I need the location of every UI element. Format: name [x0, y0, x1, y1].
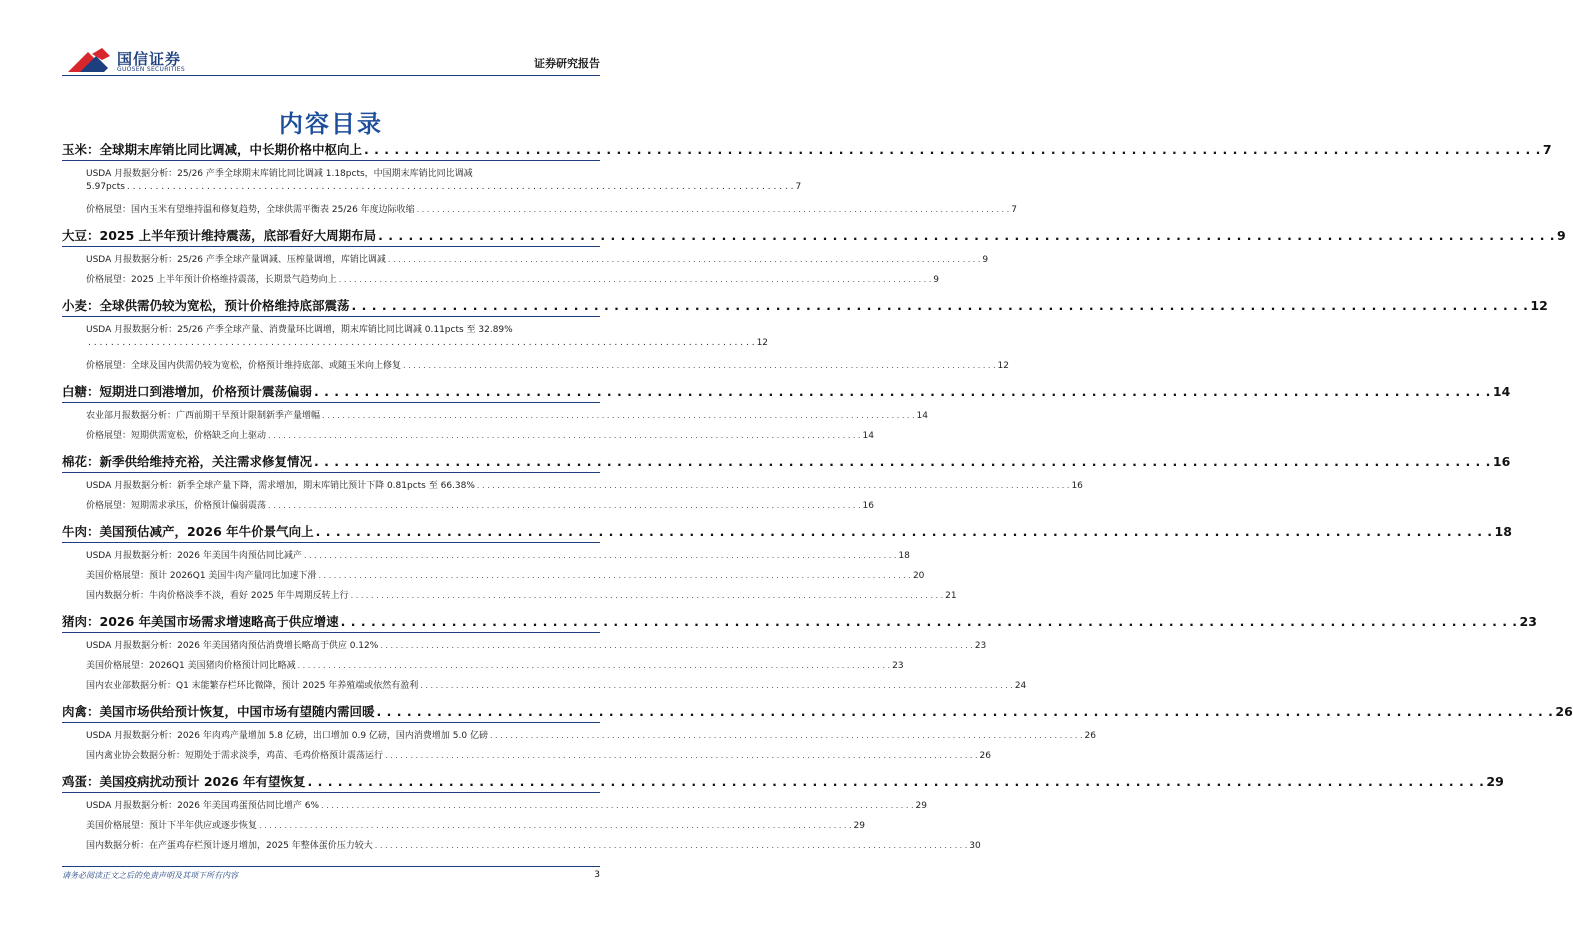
toc-subsection-entry[interactable]	[62, 548, 910, 561]
toc-section-entry[interactable]	[62, 522, 1512, 540]
toc-entry-title: USDA 月报数据分析：新季全球产量下降，需求增加，期末库销比预计下降 0.81pcts 至 66.38%	[86, 481, 475, 491]
toc-entry-page: 26	[979, 751, 991, 761]
toc-subsection-entry[interactable]	[62, 818, 865, 831]
toc-subsection-entry[interactable]	[62, 322, 600, 335]
toc-entry-page: 21	[945, 591, 957, 601]
toc-subsection-entry[interactable]	[62, 478, 1083, 491]
toc-subsection-entry[interactable]	[62, 588, 957, 601]
section-divider	[62, 792, 600, 793]
toc-entry-title: 价格展望：2025 上半年预计价格维持震荡，长期景气趋势向上	[86, 275, 337, 285]
dot-leader	[127, 182, 794, 192]
toc-entry-page: 12	[997, 361, 1009, 371]
toc-entry-page: 7	[795, 182, 802, 192]
toc-entry-page: 7	[1542, 142, 1552, 157]
dot-leader	[314, 384, 1491, 399]
toc-entry-title: USDA 月报数据分析：25/26 产季全球产量、消费量环比调增，期末库销比同比调减 0.11pcts 至 32.89%	[86, 325, 513, 335]
toc-entry-page: 26	[1084, 731, 1096, 741]
dot-leader	[314, 454, 1491, 469]
toc-entry-title: 价格展望：短期需求承压，价格预计偏弱震荡	[86, 501, 267, 511]
toc-entry-page: 24	[1014, 681, 1027, 691]
toc-entry-page: 23	[974, 641, 987, 651]
toc-entry-page: 9	[1557, 228, 1566, 243]
section-divider	[62, 246, 600, 247]
toc-subsection-entry[interactable]	[62, 338, 769, 348]
toc-entry-title: USDA 月报数据分析：2026 年肉鸡产量增加 5.8 亿磅，出口增加 0.9 亿磅，国内消费增加 5.0 亿磅	[86, 731, 488, 741]
toc-subsection-entry[interactable]	[62, 658, 904, 671]
toc-subsection-entry[interactable]	[62, 408, 928, 421]
logo-name: 国信证券	[117, 50, 182, 68]
toc-subsection-entry[interactable]	[62, 202, 1017, 215]
toc-entry-page: 29	[853, 821, 865, 831]
toc-title: 内容目录	[279, 110, 383, 138]
dot-leader	[377, 704, 1554, 719]
toc-entry-title: 价格展望：短期供需宽松，价格缺乏向上驱动	[86, 431, 267, 441]
toc-entry-title: USDA 月报数据分析：2026 年美国牛肉预估同比减产	[86, 551, 302, 561]
toc-section-entry[interactable]	[62, 612, 1537, 630]
toc-entry-title: USDA 月报数据分析：2026 年美国猪肉预估消费增长略高于供应 0.12%	[86, 641, 379, 651]
toc-subsection-entry[interactable]	[62, 428, 874, 441]
dot-leader	[351, 591, 944, 600]
toc-entry-title: 棉花：新季供给维持充裕，关注需求修复情况	[62, 454, 313, 469]
toc-entry-page: 29	[915, 801, 927, 811]
toc-entry-page: 26	[1555, 704, 1573, 719]
dot-leader	[490, 731, 1083, 740]
toc-entry-title: 肉禽：美国市场供给预计恢复，中国市场有望随内需回暖	[62, 704, 375, 719]
toc-section-entry[interactable]	[62, 452, 1511, 470]
dot-leader	[259, 821, 852, 830]
dot-leader	[308, 774, 1485, 789]
toc-entry-page: 16	[1492, 454, 1511, 469]
dot-leader	[375, 841, 968, 850]
toc-entry-title: 5.97pcts	[86, 182, 125, 192]
dot-leader	[268, 501, 861, 510]
dot-leader	[385, 751, 978, 760]
toc-entry-title: 价格展望：国内玉米有望维持温和修复趋势，全球供需平衡表 25/26 年度边际收缩	[86, 205, 415, 215]
toc-section-entry[interactable]	[62, 296, 1548, 314]
toc-section-entry[interactable]	[62, 702, 1573, 720]
toc-entry-page: 14	[916, 411, 928, 421]
toc-subsection-entry[interactable]	[62, 638, 987, 651]
toc-entry-page: 16	[1071, 481, 1083, 491]
toc-entry-title: 牛肉：美国预估减产，2026 年牛价景气向上	[62, 524, 314, 539]
toc-entry-page: 16	[862, 501, 874, 511]
dot-leader	[380, 641, 973, 650]
toc-subsection-entry[interactable]	[62, 678, 1027, 691]
toc-entry-page: 9	[933, 275, 940, 285]
toc-subsection-entry[interactable]	[62, 272, 940, 285]
toc-subsection-entry[interactable]	[62, 748, 991, 761]
dot-leader	[403, 361, 996, 370]
toc-subsection-entry[interactable]	[62, 252, 989, 265]
toc-section-entry[interactable]	[62, 772, 1504, 790]
toc-entry-page: 14	[862, 431, 874, 441]
toc-subsection-entry[interactable]	[62, 568, 925, 581]
dot-leader	[364, 142, 1541, 157]
toc-entry-page: 18	[898, 551, 910, 561]
toc-entry-title: 国内禽业协会数据分析：短期处于需求淡季，鸡苗、毛鸡价格预计震荡运行	[86, 751, 384, 761]
toc-entry-page: 23	[892, 661, 904, 671]
dot-leader	[268, 431, 861, 440]
section-divider	[62, 160, 600, 161]
toc-subsection-entry[interactable]	[62, 166, 600, 179]
section-divider	[62, 472, 600, 473]
section-divider	[62, 402, 600, 403]
dot-leader	[298, 661, 891, 670]
toc-entry-page: 9	[982, 255, 989, 265]
toc-entry-page: 29	[1486, 774, 1504, 789]
toc-subsection-entry[interactable]	[62, 182, 802, 192]
toc-entry-title: 白糖：短期进口到港增加，价格预计震荡偏弱	[62, 384, 313, 399]
dot-leader	[477, 481, 1070, 490]
footer-divider	[62, 866, 600, 867]
page-header	[0, 0, 662, 80]
section-divider	[62, 632, 600, 633]
header-divider	[62, 75, 600, 76]
dot-leader	[318, 571, 911, 580]
toc-entry-title: USDA 月报数据分析：25/26 产季全球产量调减、压榨量调增，库销比调减	[86, 255, 386, 265]
page-number: 3	[594, 870, 600, 880]
logo-subtitle: GUOSEN SECURITIES	[117, 66, 186, 73]
toc-entry-page: 12	[1530, 298, 1548, 313]
toc-entry-page: 7	[1011, 205, 1017, 215]
report-type: 证券研究报告	[534, 57, 600, 70]
dot-leader	[316, 524, 1493, 539]
dot-leader	[322, 411, 915, 420]
toc-subsection-entry[interactable]	[62, 358, 1009, 371]
dot-leader	[352, 298, 1529, 313]
toc-subsection-entry[interactable]	[62, 798, 927, 811]
toc-section-entry[interactable]	[62, 140, 1552, 158]
toc-entry-page: 12	[756, 338, 769, 348]
toc-entry-page: 18	[1494, 524, 1512, 539]
toc-entry-title: USDA 月报数据分析：25/26 产季全球期末库销比同比调减 1.18pcts，中国期末库销比同比调减	[86, 169, 473, 179]
toc-entry-title: 大豆：2025 上半年预计维持震荡，底部看好大周期布局	[62, 228, 377, 243]
toc-entry-title: 国内数据分析：在产蛋鸡存栏预计逐月增加，2025 年整体蛋价压力较大	[86, 841, 373, 851]
toc-entry-title: 农业部月报数据分析：广西前期干旱预计限制新季产量增幅	[86, 411, 321, 421]
dot-leader	[420, 681, 1013, 690]
section-divider	[62, 542, 600, 543]
section-divider	[62, 316, 600, 317]
toc-subsection-entry[interactable]	[62, 838, 981, 851]
toc-entry-page: 14	[1492, 384, 1511, 399]
toc-entry-page: 23	[1519, 614, 1537, 629]
toc-entry-title: 国内农业部数据分析：Q1 末能繁存栏环比微降，预计 2025 年养殖端或依然有盈利	[86, 681, 419, 691]
toc-subsection-entry[interactable]	[62, 498, 874, 511]
toc-section-entry[interactable]	[62, 382, 1511, 400]
toc-entry-title: 玉米：全球期末库销比同比调减，中长期价格中枢向上	[62, 142, 363, 157]
dot-leader	[339, 275, 932, 284]
dot-leader	[378, 228, 1555, 243]
dot-leader	[88, 338, 755, 348]
toc-entry-title: 美国价格展望：预计 2026Q1 美国牛肉产量同比加速下滑	[86, 571, 317, 581]
dot-leader	[304, 551, 897, 560]
toc-entry-title: 美国价格展望：2026Q1 美国猪肉价格预计同比略减	[86, 661, 296, 671]
toc-entry-title: 猪肉：2026 年美国市场需求增速略高于供应增速	[62, 614, 339, 629]
dot-leader	[417, 205, 1010, 214]
dot-leader	[341, 614, 1518, 629]
toc-entry-title: 美国价格展望：预计下半年供应或逐步恢复	[86, 821, 258, 831]
toc-entry-title: 鸡蛋：美国疫病扰动预计 2026 年有望恢复	[62, 774, 306, 789]
toc-entry-title: USDA 月报数据分析：2026 年美国鸡蛋预估同比增产 6%	[86, 801, 319, 811]
dot-leader	[388, 255, 981, 264]
toc-entry-title: 价格展望：全球及国内供需仍较为宽松，价格预计维持底部、或随玉米向上修复	[86, 361, 402, 371]
toc-entry-title: 小麦：全球供需仍较为宽松，预计价格维持底部震荡	[62, 298, 350, 313]
toc-entry-title: 国内数据分析：牛肉价格淡季不淡，看好 2025 年牛周期反转上行	[86, 591, 349, 601]
toc-entry-page: 20	[912, 571, 925, 581]
toc-section-entry[interactable]	[62, 226, 1566, 244]
section-divider	[62, 722, 600, 723]
toc-entry-page: 30	[969, 841, 981, 851]
disclaimer: 请务必阅读正文之后的免责声明及其项下所有内容	[62, 871, 238, 880]
toc-subsection-entry[interactable]	[62, 728, 1096, 741]
dot-leader	[321, 801, 914, 810]
